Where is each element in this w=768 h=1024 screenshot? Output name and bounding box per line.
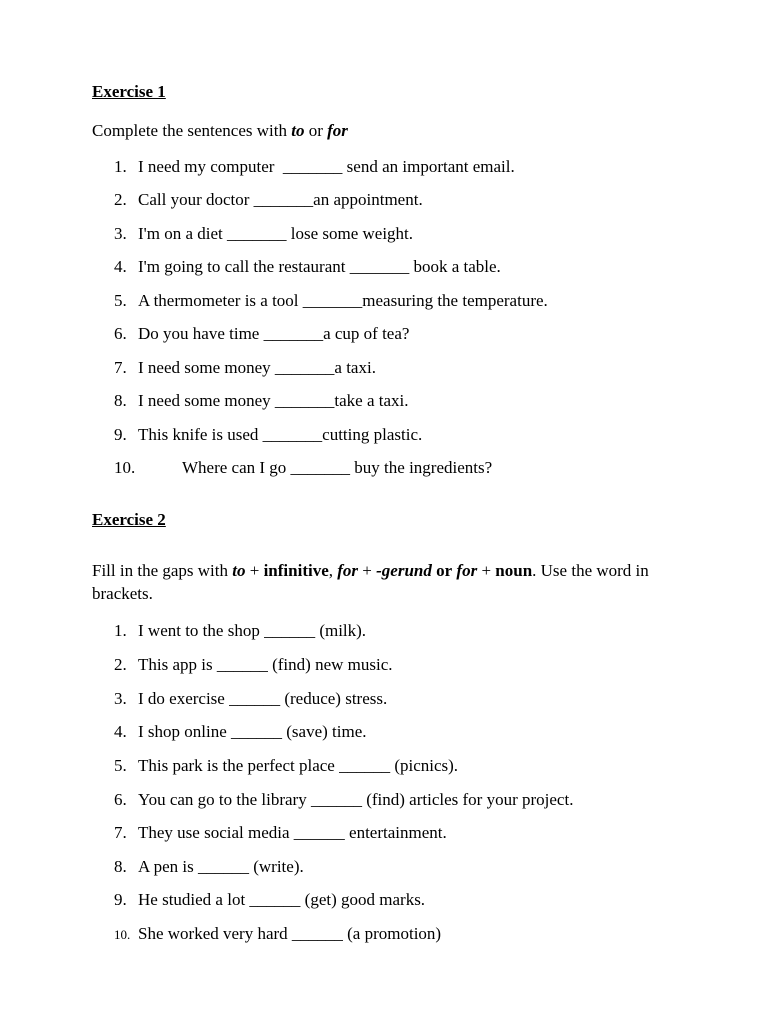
instruction-text: . Use the word in brackets.: [92, 561, 649, 603]
item-number: 1.: [114, 621, 127, 640]
exercise-1-item-9: [114, 425, 422, 445]
exercise-1-item-7: [114, 358, 376, 378]
item-text: This park is the perfect place ______ (picnics).: [138, 756, 459, 775]
keyword-for: for: [327, 121, 348, 140]
item-text: A pen is ______ (write).: [138, 857, 304, 876]
item-number: 9.: [114, 890, 127, 909]
exercise-2-item-6: [114, 790, 573, 810]
exercise-2-item-8: [114, 857, 304, 877]
instruction-text: ,: [328, 561, 338, 580]
exercise-1-item-8: [114, 391, 409, 411]
item-text: I went to the shop ______ (milk).: [138, 621, 367, 640]
item-number: 1.: [114, 157, 127, 176]
exercise-1-instruction: [92, 119, 348, 142]
item-number: 8.: [114, 857, 127, 876]
item-text: You can go to the library ______ (find) articles for your project.: [138, 790, 574, 809]
exercise-1-item-6: [114, 324, 409, 344]
item-text: I need some money _______take a taxi.: [138, 391, 409, 410]
item-number: 6.: [114, 324, 127, 343]
exercise-1-item-3: [114, 224, 413, 244]
exercise-1-item-1: [114, 157, 515, 177]
exercise-1-item-2: [114, 190, 423, 210]
item-text: I need my computer _______ send an important email.: [138, 157, 515, 176]
keyword-or: or: [436, 561, 453, 580]
instruction-text: Complete the sentences with: [92, 121, 292, 140]
instruction-text: +: [245, 561, 264, 580]
item-text: This knife is used _______cutting plastic.: [138, 425, 423, 444]
item-text: I need some money _______a taxi.: [138, 358, 376, 377]
keyword-to: to: [232, 561, 246, 580]
keyword-for: for: [337, 561, 359, 580]
item-number: 9.: [114, 425, 127, 444]
exercise-1-item-10: [114, 458, 492, 478]
exercise-2-item-9: [114, 890, 425, 910]
item-number: 3.: [114, 689, 127, 708]
item-number: 5.: [114, 291, 127, 310]
exercise-2-item-5: [114, 756, 458, 776]
item-number: 5.: [114, 756, 127, 775]
item-number: 10.: [114, 458, 136, 477]
exercise-2-item-4: [114, 722, 367, 742]
exercise-2-item-7: [114, 823, 447, 843]
exercise-2-item-2: [114, 655, 393, 675]
exercise-2-title: Exercise 2: [92, 510, 166, 529]
item-text: Where can I go _______ buy the ingredients?: [182, 458, 493, 477]
instruction-text: or: [304, 121, 328, 140]
item-text: I'm on a diet _______ lose some weight.: [138, 224, 414, 243]
item-text: She worked very hard ______ (a promotion): [138, 924, 442, 943]
instruction-text: Fill in the gaps with: [92, 561, 233, 580]
item-number: 7.: [114, 358, 127, 377]
item-text: Do you have time _______a cup of tea?: [138, 324, 410, 343]
item-number: 3.: [114, 224, 127, 243]
exercise-2-item-10: [114, 924, 441, 944]
keyword-infinitive: infinitive: [263, 561, 329, 580]
item-number: 7.: [114, 823, 127, 842]
item-number: 4.: [114, 722, 127, 741]
keyword-gerund: -gerund: [376, 561, 432, 580]
item-text: I'm going to call the restaurant _______ book a table.: [138, 257, 501, 276]
item-text: They use social media ______ entertainment.: [138, 823, 447, 842]
item-text: This app is ______ (find) new music.: [138, 655, 393, 674]
exercise-1-item-4: [114, 257, 501, 277]
keyword-for: for: [456, 561, 478, 580]
exercise-2-instruction: [92, 559, 682, 605]
item-number: 10.: [114, 927, 131, 942]
keyword-noun: noun: [495, 561, 533, 580]
exercise-1-title: Exercise 1: [92, 82, 166, 101]
keyword-to: to: [291, 121, 305, 140]
item-number: 8.: [114, 391, 127, 410]
item-text: He studied a lot ______ (get) good marks.: [138, 890, 426, 909]
item-text: I do exercise ______ (reduce) stress.: [138, 689, 388, 708]
instruction-text: +: [358, 561, 377, 580]
item-text: A thermometer is a tool _______measuring the temperature.: [138, 291, 548, 310]
item-number: 2.: [114, 655, 127, 674]
instruction-text: +: [477, 561, 496, 580]
item-number: 4.: [114, 257, 127, 276]
exercise-2-item-1: [114, 621, 366, 641]
exercise-2-item-3: [114, 689, 387, 709]
item-number: 2.: [114, 190, 127, 209]
item-text: Call your doctor _______an appointment.: [138, 190, 423, 209]
item-text: I shop online ______ (save) time.: [138, 722, 367, 741]
exercise-1-item-5: [114, 291, 548, 311]
item-number: 6.: [114, 790, 127, 809]
